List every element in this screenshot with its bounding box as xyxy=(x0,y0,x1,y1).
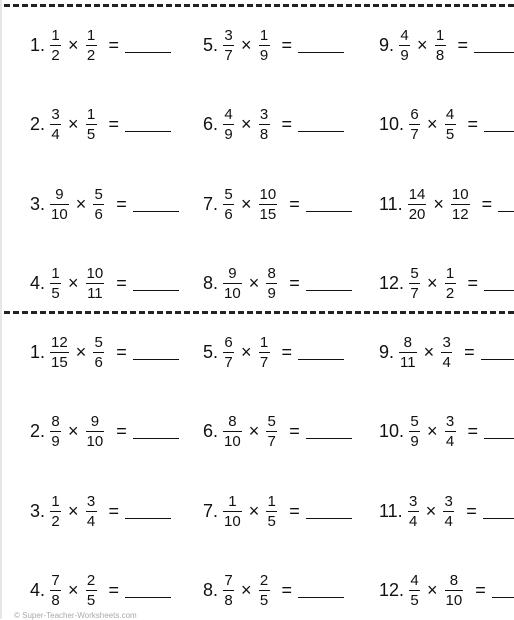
answer-blank[interactable] xyxy=(133,424,179,439)
problem-item xyxy=(30,327,179,377)
answer-blank[interactable] xyxy=(306,276,352,291)
equals-sign: = xyxy=(108,34,120,55)
fraction-a-numerator: 3 xyxy=(409,492,418,510)
problem-number: 6. xyxy=(203,113,219,134)
answer-blank[interactable] xyxy=(306,197,352,212)
equals-sign: = xyxy=(116,193,127,214)
equals-sign: = xyxy=(116,420,127,441)
problem-item xyxy=(30,20,171,70)
problem-item xyxy=(30,486,171,536)
fraction-b xyxy=(445,573,464,608)
times-sign: × xyxy=(423,341,435,362)
fraction-b-denominator: 4 xyxy=(444,512,453,530)
fraction-a-numerator: 7 xyxy=(51,571,60,589)
equals-sign: = xyxy=(289,193,300,214)
fraction-a-denominator: 4 xyxy=(409,512,418,530)
fraction-a-denominator: 8 xyxy=(51,591,60,609)
fraction-a-denominator: 9 xyxy=(224,125,233,143)
fraction-b-denominator: 5 xyxy=(86,591,96,609)
fraction-a xyxy=(223,28,234,63)
fraction-b xyxy=(443,494,454,529)
worksheet-top-half xyxy=(0,10,514,306)
problem-item xyxy=(203,20,344,70)
problem-item xyxy=(30,565,171,615)
answer-blank[interactable] xyxy=(498,197,514,212)
equals-sign: = xyxy=(467,272,479,293)
fraction-b-denominator: 8 xyxy=(435,46,445,64)
fraction-b xyxy=(86,28,97,63)
fraction-b-numerator: 8 xyxy=(267,264,276,282)
fraction-b xyxy=(93,335,104,370)
problem-number: 2. xyxy=(30,420,46,441)
fraction-a-numerator: 1 xyxy=(228,492,237,510)
fraction-b xyxy=(266,266,277,301)
fraction-b xyxy=(259,107,270,142)
fraction-b-numerator: 1 xyxy=(259,333,269,351)
fraction-a-numerator: 8 xyxy=(51,412,60,430)
equals-sign: = xyxy=(466,500,477,521)
problem-item xyxy=(203,406,352,456)
problem-number: 11. xyxy=(379,193,403,214)
times-sign: × xyxy=(241,113,252,134)
fraction-b xyxy=(435,28,446,63)
problem-number: 5. xyxy=(203,34,219,55)
fraction-b xyxy=(86,107,97,142)
problem-number: 5. xyxy=(203,341,219,362)
fraction-a xyxy=(223,573,234,608)
fraction-a xyxy=(50,28,61,63)
fraction-b-denominator: 6 xyxy=(94,353,103,371)
times-sign: × xyxy=(248,500,260,521)
equals-sign: = xyxy=(108,579,120,600)
problem-item xyxy=(203,179,352,229)
middle-dashed-cut-line xyxy=(4,311,514,314)
fraction-a-numerator: 6 xyxy=(410,105,419,123)
times-sign: × xyxy=(433,193,444,214)
fraction-a xyxy=(223,494,242,529)
fraction-a-denominator: 4 xyxy=(51,125,60,143)
fraction-b-numerator: 10 xyxy=(259,185,277,203)
fraction-b-numerator: 1 xyxy=(435,26,445,44)
fraction-b-numerator: 8 xyxy=(449,571,459,589)
fraction-a-denominator: 2 xyxy=(51,512,60,530)
problem-number: 9. xyxy=(379,34,395,55)
fraction-a-denominator: 6 xyxy=(224,205,233,223)
fraction-b-denominator: 5 xyxy=(445,125,455,143)
fraction-a-denominator: 10 xyxy=(224,512,241,530)
answer-blank[interactable] xyxy=(484,424,514,439)
fraction-a-numerator: 9 xyxy=(228,264,237,282)
fraction-a xyxy=(409,573,420,608)
fraction-a-numerator: 9 xyxy=(55,185,64,203)
fraction-a-numerator: 8 xyxy=(403,333,412,351)
times-sign: × xyxy=(68,34,79,55)
fraction-b-denominator: 4 xyxy=(445,432,455,450)
fraction-b-denominator: 2 xyxy=(445,284,455,302)
equals-sign: = xyxy=(281,341,293,362)
fraction-a-denominator: 7 xyxy=(410,284,419,302)
answer-blank[interactable] xyxy=(492,583,514,598)
answer-blank[interactable] xyxy=(306,504,352,519)
fraction-b xyxy=(451,187,470,222)
equals-sign: = xyxy=(281,579,293,600)
problem-item xyxy=(379,486,514,536)
equals-sign: = xyxy=(475,579,486,600)
answer-blank[interactable] xyxy=(298,345,344,360)
fraction-b xyxy=(259,187,278,222)
fraction-b-numerator: 2 xyxy=(259,571,269,589)
times-sign: × xyxy=(68,113,79,134)
equals-sign: = xyxy=(289,420,300,441)
problem-number: 9. xyxy=(379,341,395,362)
problem-item xyxy=(30,99,171,149)
answer-blank[interactable] xyxy=(483,504,514,519)
fraction-a-denominator: 5 xyxy=(51,284,60,302)
equals-sign: = xyxy=(481,193,493,214)
fraction-a-numerator: 5 xyxy=(224,185,233,203)
problem-item xyxy=(379,179,514,229)
fraction-b-denominator: 7 xyxy=(259,353,269,371)
fraction-b-numerator: 5 xyxy=(94,185,103,203)
fraction-b-numerator: 3 xyxy=(445,412,455,430)
copyright-footer: © Super-Teacher-Worksheets.com xyxy=(14,611,137,620)
problem-number: 6. xyxy=(203,420,219,441)
fraction-a-numerator: 1 xyxy=(51,26,60,44)
problem-number: 11. xyxy=(379,500,403,521)
fraction-a-numerator: 8 xyxy=(228,412,237,430)
problem-number: 3. xyxy=(30,193,46,214)
worksheet-bottom-half xyxy=(0,317,514,613)
fraction-a-denominator: 10 xyxy=(224,284,241,302)
fraction-a-denominator: 9 xyxy=(51,432,60,450)
equals-sign: = xyxy=(281,34,293,55)
fraction-b xyxy=(266,494,277,529)
fraction-a xyxy=(50,573,61,608)
equals-sign: = xyxy=(108,113,120,134)
problem-number: 12. xyxy=(379,272,405,293)
fraction-a-denominator: 2 xyxy=(51,46,60,64)
equals-sign: = xyxy=(116,272,127,293)
top-dashed-cut-line xyxy=(4,4,514,7)
fraction-b-denominator: 7 xyxy=(267,432,276,450)
problem-item xyxy=(30,406,179,456)
fraction-a xyxy=(50,414,61,449)
fraction-a-denominator: 11 xyxy=(400,353,416,371)
problem-item xyxy=(203,327,344,377)
fraction-a-numerator: 4 xyxy=(410,571,419,589)
answer-blank[interactable] xyxy=(298,583,344,598)
problem-number: 8. xyxy=(203,579,219,600)
problem-number: 10. xyxy=(379,420,405,441)
times-sign: × xyxy=(427,272,438,293)
fraction-b-numerator: 5 xyxy=(94,333,103,351)
fraction-b xyxy=(93,187,104,222)
answer-blank[interactable] xyxy=(133,276,179,291)
problem-number: 10. xyxy=(379,113,405,134)
fraction-a xyxy=(408,494,419,529)
fraction-a-numerator: 12 xyxy=(51,333,68,351)
fraction-b-denominator: 10 xyxy=(86,432,104,450)
fraction-b-numerator: 4 xyxy=(445,105,455,123)
fraction-a xyxy=(408,187,427,222)
answer-blank[interactable] xyxy=(484,276,514,291)
equals-sign: = xyxy=(281,113,293,134)
fraction-b xyxy=(86,573,97,608)
fraction-a xyxy=(223,335,234,370)
times-sign: × xyxy=(427,420,438,441)
times-sign: × xyxy=(68,420,79,441)
fraction-a-numerator: 14 xyxy=(408,185,426,203)
fraction-b-denominator: 10 xyxy=(445,591,463,609)
fraction-b-denominator: 6 xyxy=(94,205,103,223)
fraction-a-denominator: 10 xyxy=(224,432,241,450)
fraction-b-denominator: 5 xyxy=(267,512,276,530)
fraction-b-numerator: 3 xyxy=(259,105,269,123)
problem-number: 12. xyxy=(379,579,405,600)
fraction-a-denominator: 7 xyxy=(224,46,233,64)
fraction-b xyxy=(445,107,456,142)
fraction-b-numerator: 5 xyxy=(267,412,276,430)
fraction-a-numerator: 4 xyxy=(400,26,409,44)
equals-sign: = xyxy=(289,500,300,521)
fraction-b-numerator: 1 xyxy=(86,105,96,123)
fraction-b-denominator: 9 xyxy=(259,46,269,64)
problem-number: 3. xyxy=(30,500,46,521)
problem-item xyxy=(203,258,352,308)
answer-blank[interactable] xyxy=(133,345,179,360)
problem-item xyxy=(379,406,514,456)
problem-item xyxy=(379,565,514,615)
equals-sign: = xyxy=(467,420,479,441)
fraction-a-denominator: 7 xyxy=(410,125,419,143)
times-sign: × xyxy=(68,272,79,293)
fraction-a-numerator: 3 xyxy=(224,26,233,44)
answer-blank[interactable] xyxy=(125,117,171,132)
times-sign: × xyxy=(427,113,438,134)
fraction-b-denominator: 4 xyxy=(442,353,451,371)
problem-item xyxy=(203,99,344,149)
fraction-b xyxy=(259,335,270,370)
fraction-a-numerator: 1 xyxy=(51,264,60,282)
fraction-b xyxy=(445,414,456,449)
fraction-b-numerator: 1 xyxy=(267,492,276,510)
answer-blank[interactable] xyxy=(298,117,344,132)
equals-sign: = xyxy=(116,341,127,362)
fraction-b xyxy=(445,266,456,301)
fraction-b-numerator: 3 xyxy=(442,333,451,351)
fraction-b-numerator: 10 xyxy=(451,185,469,203)
fraction-a-denominator: 9 xyxy=(400,46,409,64)
equals-sign: = xyxy=(289,272,300,293)
fraction-b xyxy=(86,414,105,449)
answer-blank[interactable] xyxy=(133,197,179,212)
fraction-a-denominator: 8 xyxy=(224,591,233,609)
times-sign: × xyxy=(241,579,252,600)
problem-number: 8. xyxy=(203,272,219,293)
times-sign: × xyxy=(241,341,252,362)
fraction-a xyxy=(50,494,61,529)
equals-sign: = xyxy=(464,341,475,362)
fraction-a xyxy=(399,28,410,63)
answer-blank[interactable] xyxy=(481,345,514,360)
fraction-b xyxy=(86,266,105,301)
problem-number: 4. xyxy=(30,579,46,600)
answer-blank[interactable] xyxy=(125,38,171,53)
problem-number: 7. xyxy=(203,193,219,214)
times-sign: × xyxy=(417,34,428,55)
problem-item xyxy=(203,486,352,536)
equals-sign: = xyxy=(467,113,479,134)
times-sign: × xyxy=(75,193,87,214)
problem-number: 7. xyxy=(203,500,219,521)
fraction-a xyxy=(50,187,69,222)
times-sign: × xyxy=(68,579,79,600)
fraction-a-numerator: 7 xyxy=(224,571,233,589)
fraction-a xyxy=(409,414,420,449)
problem-number: 2. xyxy=(30,113,46,134)
fraction-b-numerator: 1 xyxy=(445,264,455,282)
fraction-b xyxy=(266,414,277,449)
fraction-a-denominator: 9 xyxy=(410,432,419,450)
times-sign: × xyxy=(427,579,438,600)
fraction-a xyxy=(399,335,417,370)
fraction-b-numerator: 3 xyxy=(86,492,96,510)
problem-number: 4. xyxy=(30,272,46,293)
times-sign: × xyxy=(241,34,252,55)
problem-item xyxy=(379,99,514,149)
fraction-a-denominator: 20 xyxy=(408,205,426,223)
fraction-b-numerator: 3 xyxy=(444,492,453,510)
fraction-b-numerator: 10 xyxy=(86,264,104,282)
fraction-a-denominator: 10 xyxy=(51,205,68,223)
fraction-a-denominator: 7 xyxy=(224,353,233,371)
fraction-b xyxy=(259,28,270,63)
problem-item xyxy=(379,258,514,308)
fraction-b-denominator: 5 xyxy=(86,125,96,143)
fraction-a xyxy=(50,266,61,301)
problem-item xyxy=(203,565,344,615)
fraction-b-denominator: 4 xyxy=(86,512,96,530)
times-sign: × xyxy=(75,341,87,362)
fraction-a xyxy=(50,335,69,370)
fraction-a-numerator: 3 xyxy=(51,105,60,123)
fraction-a-denominator: 15 xyxy=(51,353,68,371)
problem-item xyxy=(30,179,179,229)
fraction-b-denominator: 11 xyxy=(87,284,103,302)
times-sign: × xyxy=(68,500,79,521)
fraction-a-denominator: 5 xyxy=(410,591,419,609)
fraction-a-numerator: 6 xyxy=(224,333,233,351)
fraction-a-numerator: 4 xyxy=(224,105,233,123)
fraction-b-denominator: 8 xyxy=(259,125,269,143)
answer-blank[interactable] xyxy=(125,504,171,519)
fraction-b-denominator: 9 xyxy=(267,284,276,302)
times-sign: × xyxy=(248,272,260,293)
fraction-a xyxy=(409,266,420,301)
times-sign: × xyxy=(248,420,260,441)
equals-sign: = xyxy=(108,500,120,521)
problem-item xyxy=(30,258,179,308)
fraction-b-numerator: 1 xyxy=(86,26,96,44)
fraction-a xyxy=(223,414,242,449)
problem-number: 1. xyxy=(30,341,46,362)
fraction-b-denominator: 12 xyxy=(451,205,469,223)
fraction-b-denominator: 15 xyxy=(259,205,277,223)
fraction-b-numerator: 1 xyxy=(259,26,269,44)
problem-number: 1. xyxy=(30,34,46,55)
fraction-a-numerator: 5 xyxy=(410,264,419,282)
equals-sign: = xyxy=(457,34,469,55)
answer-blank[interactable] xyxy=(306,424,352,439)
fraction-a-numerator: 1 xyxy=(51,492,60,510)
fraction-b xyxy=(86,494,97,529)
problem-item xyxy=(379,20,514,70)
answer-blank[interactable] xyxy=(474,38,514,53)
times-sign: × xyxy=(425,500,437,521)
fraction-b-denominator: 5 xyxy=(259,591,269,609)
fraction-a xyxy=(50,107,61,142)
fraction-a xyxy=(223,187,234,222)
fraction-b xyxy=(259,573,270,608)
problem-item xyxy=(379,327,514,377)
fraction-b-numerator: 2 xyxy=(86,571,96,589)
fraction-a-numerator: 5 xyxy=(410,412,419,430)
times-sign: × xyxy=(241,193,252,214)
fraction-b-numerator: 9 xyxy=(90,412,100,430)
fraction-a xyxy=(223,107,234,142)
fraction-b-denominator: 2 xyxy=(86,46,96,64)
fraction-b xyxy=(441,335,452,370)
fraction-a xyxy=(223,266,242,301)
fraction-a xyxy=(409,107,420,142)
answer-blank[interactable] xyxy=(298,38,344,53)
answer-blank[interactable] xyxy=(484,117,514,132)
answer-blank[interactable] xyxy=(125,583,171,598)
